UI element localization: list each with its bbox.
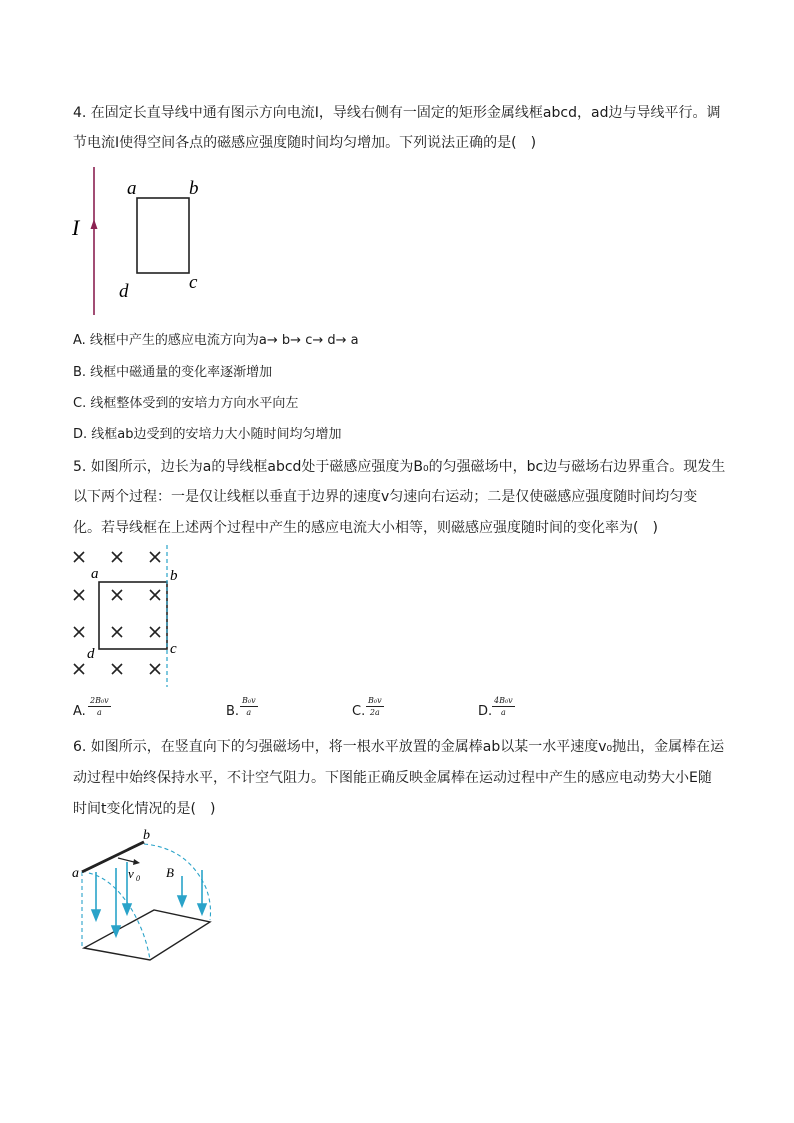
q5-option-d-label[interactable]: D. — [478, 704, 493, 719]
q5-figure — [70, 545, 190, 690]
fraction-numerator: 4B₀v — [494, 696, 513, 705]
label-v0-subscript: 0 — [136, 874, 140, 883]
corner-a: a — [127, 178, 137, 199]
label-v0: v — [128, 866, 134, 881]
current-arrow-icon — [91, 219, 98, 229]
fraction-denominator: 2a — [369, 708, 380, 717]
current-label: I — [72, 215, 80, 240]
q4-figure — [70, 165, 210, 325]
metal-rod — [82, 842, 144, 872]
label-b: b — [143, 828, 150, 843]
square-frame — [99, 582, 167, 649]
q5-stem-line1: 5. 如图所示，边长为a的导线框abcd处于磁感应强度为B₀的匀强磁场中，bc边与磁场右边界重合。现发生 — [73, 459, 726, 475]
corner-c: c — [189, 272, 198, 293]
fraction-numerator: B₀v — [242, 696, 256, 705]
ground-plane — [84, 910, 210, 960]
q5-option-b-fraction[interactable] — [240, 696, 258, 717]
q6-stem-line3: 时间t变化情况的是( ) — [73, 801, 216, 817]
corner-c: c — [170, 641, 177, 657]
fraction-numerator: 2B₀v — [90, 696, 109, 705]
corner-b: b — [189, 178, 199, 199]
corner-a: a — [91, 566, 99, 582]
corner-d: d — [119, 281, 129, 302]
q6-stem-line1: 6. 如图所示，在竖直向下的匀强磁场中，将一根水平放置的金属棒ab以某一水平速度v₀抛出，金属棒在运 — [73, 739, 725, 755]
q5-option-a-label[interactable]: A. — [73, 704, 86, 719]
fraction-denominator: a — [500, 708, 506, 717]
q5-option-c-fraction[interactable] — [366, 696, 384, 717]
q5-option-d-fraction[interactable] — [492, 696, 515, 717]
label-B: B — [166, 865, 174, 880]
q5-stem-line2: 以下两个过程：一是仅让线框以垂直于边界的速度v匀速向右运动；二是仅使磁感应强度随时间均匀变 — [73, 489, 698, 505]
q4-stem-line1: 4. 在固定长直导线中通有图示方向电流I，导线右侧有一固定的矩形金属线框abcd，ad边与导线平行。调 — [73, 105, 721, 121]
q4-option-a[interactable]: A. 线框中产生的感应电流方向为a→ b→ c→ d→ a — [73, 333, 359, 348]
q5-option-a-fraction[interactable] — [88, 696, 111, 717]
q4-option-d[interactable]: D. 线框ab边受到的安培力大小随时间均匀增加 — [73, 427, 342, 442]
q4-option-b[interactable]: B. 线框中磁通量的变化率逐渐增加 — [73, 365, 273, 380]
q5-option-b-label[interactable]: B. — [226, 704, 240, 719]
q5-option-c-label[interactable]: C. — [352, 704, 366, 719]
q4-option-c[interactable]: C. 线框整体受到的安培力方向水平向左 — [73, 396, 299, 411]
rectangular-frame — [137, 198, 189, 273]
corner-d: d — [87, 646, 95, 662]
q5-stem-line3: 化。若导线框在上述两个过程中产生的感应电流大小相等，则磁感应强度随时间的变化率为( ) — [73, 520, 658, 536]
velocity-arrow-icon — [118, 858, 134, 862]
fraction-denominator: a — [96, 708, 102, 717]
corner-b: b — [170, 568, 178, 584]
q6-stem-line2: 动过程中始终保持水平，不计空气阻力。下图能正确反映金属棒在运动过程中产生的感应电动势大小E随 — [73, 770, 712, 786]
field-arrows — [92, 862, 206, 936]
fraction-denominator: a — [246, 708, 252, 717]
fraction-numerator: B₀v — [368, 696, 382, 705]
label-a: a — [72, 866, 79, 881]
q4-stem-line2: 节电流I使得空间各点的磁感应强度随时间均匀增加。下列说法正确的是( ) — [73, 135, 537, 151]
q6-figure — [70, 828, 220, 968]
